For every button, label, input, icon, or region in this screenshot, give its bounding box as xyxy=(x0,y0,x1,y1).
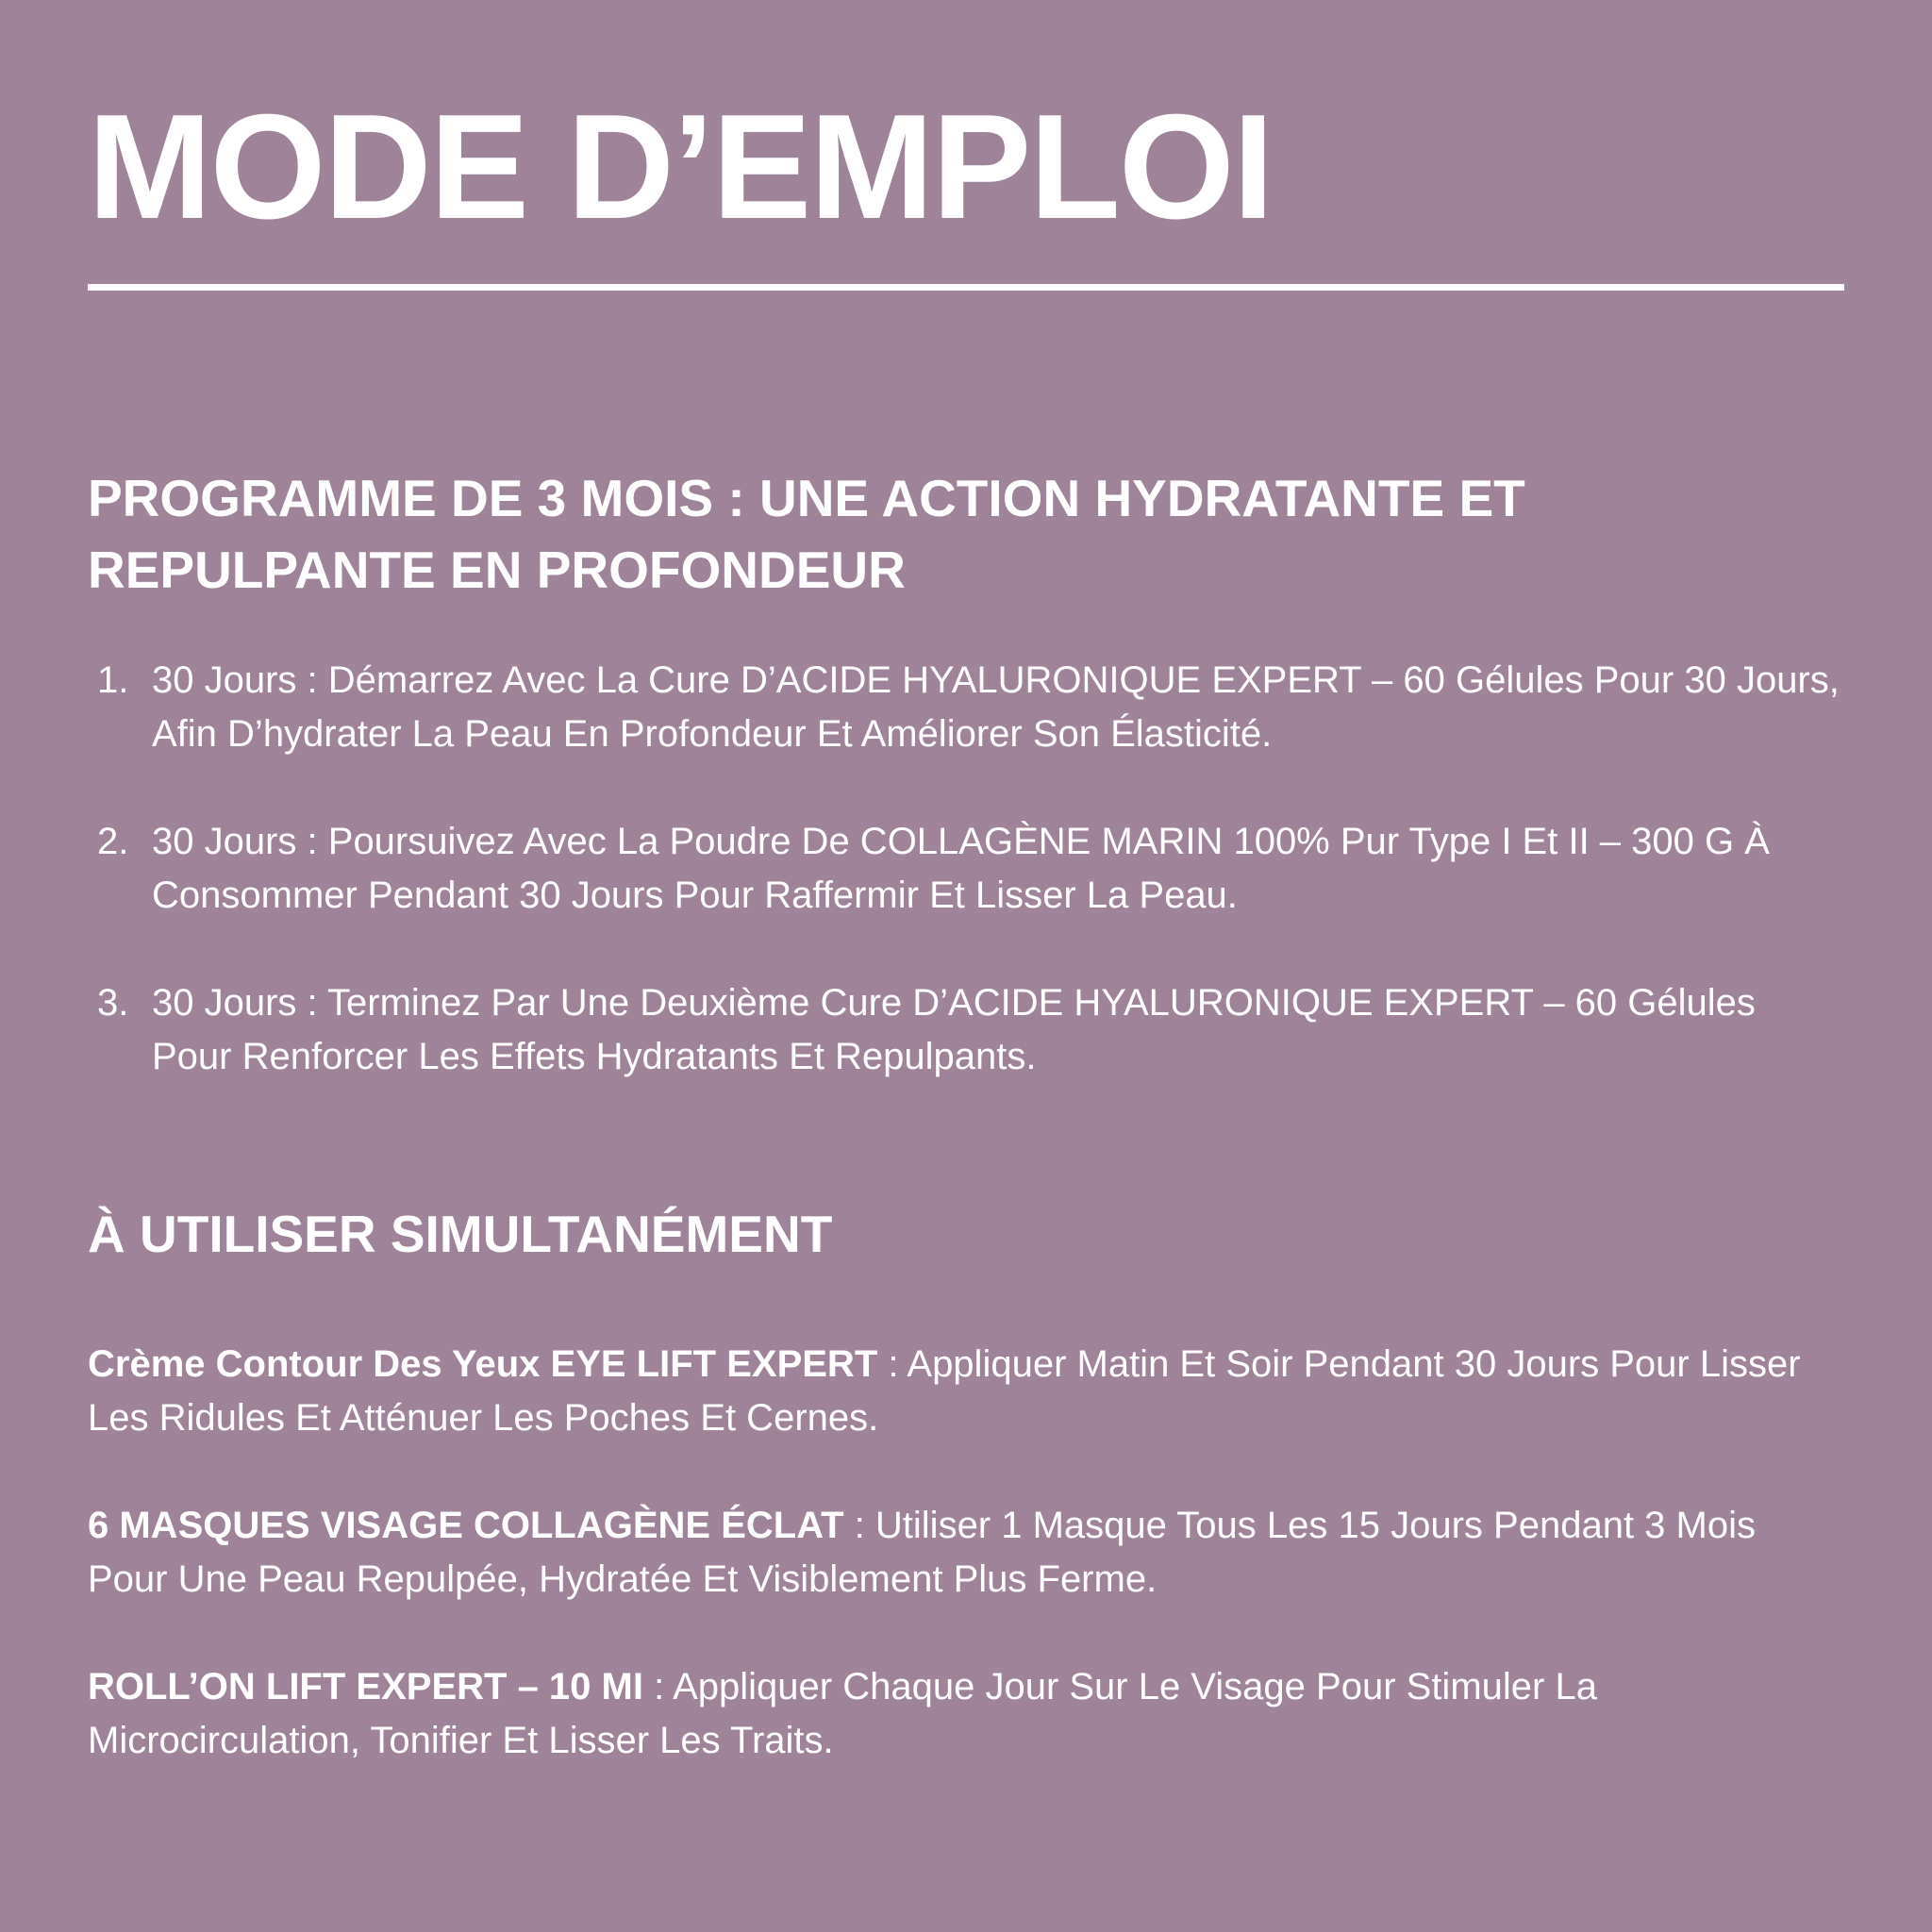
step-number: 1. xyxy=(97,659,129,701)
product-entry xyxy=(88,1660,1844,1768)
program-heading: PROGRAMME DE 3 MOIS : UNE ACTION HYDRATANTE ET REPULPANTE EN PROFONDEUR xyxy=(88,469,1525,599)
step-number: 3. xyxy=(97,982,129,1024)
step-number: 2. xyxy=(97,821,129,862)
product-description: : Appliquer Matin Et Soir Pendant 30 Jours Pour Lisser Les Ridules Et Atténuer Les Poches Et Cernes. xyxy=(88,1343,1801,1439)
product-name: ROLL’ON LIFT EXPERT – 10 MI xyxy=(88,1666,643,1707)
step-text: 30 Jours : Terminez Par Une Deuxième Cure D’ACIDE HYALURONIQUE EXPERT – 60 Gélules Pour Renforcer Les Effets Hydratants Et Repulpants. xyxy=(152,982,1756,1077)
step-text: 30 Jours : Démarrez Avec La Cure D’ACIDE HYALURONIQUE EXPERT – 60 Gélules Pour 30 Jours, Afin D’hydrater La Peau En Profondeur Et Améliorer Son Élasticité. xyxy=(152,659,1840,755)
page-title: MODE D’EMPLOI xyxy=(88,84,1273,250)
product-entry xyxy=(88,1499,1844,1607)
title-divider xyxy=(88,284,1844,291)
product-entry xyxy=(88,1338,1844,1445)
program-step xyxy=(88,976,1844,1084)
product-description: : Utiliser 1 Masque Tous Les 15 Jours Pendant 3 Mois Pour Une Peau Repulpée, Hydratée Et Visiblement Plus Ferme. xyxy=(88,1505,1756,1600)
product-name: 6 MASQUES VISAGE COLLAGÈNE ÉCLAT xyxy=(88,1505,844,1546)
program-steps-list xyxy=(88,654,1844,1138)
product-description: : Appliquer Chaque Jour Sur Le Visage Pour Stimuler La Microcirculation, Tonifier Et Lisser Les Traits. xyxy=(88,1666,1597,1761)
step-text: 30 Jours : Poursuivez Avec La Poudre De COLLAGÈNE MARIN 100% Pur Type I Et II – 300 G À Consommer Pendant 30 Jours Pour Raffermir Et Lisser La Peau. xyxy=(152,821,1770,916)
program-step xyxy=(88,815,1844,923)
product-name: Crème Contour Des Yeux EYE LIFT EXPERT xyxy=(88,1343,878,1385)
program-step xyxy=(88,654,1844,761)
simultaneous-products-list xyxy=(88,1338,1844,1822)
simultaneous-use-heading: À UTILISER SIMULTANÉMENT xyxy=(88,1205,833,1263)
